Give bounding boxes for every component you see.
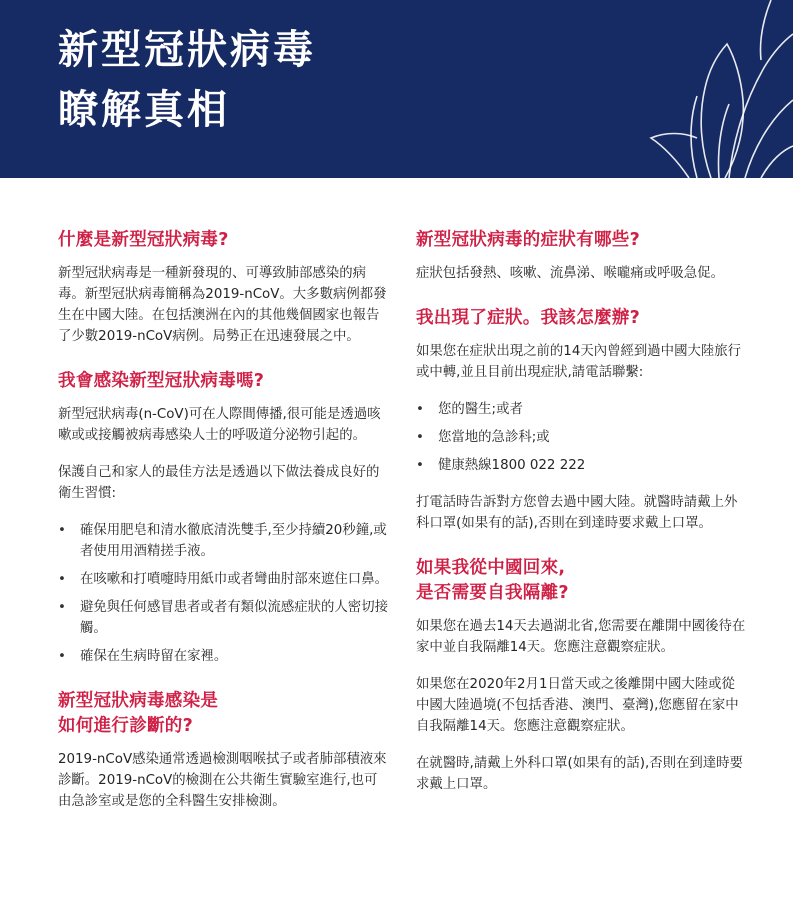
paragraph-hubei: 如果您在過去14天去過湖北省,您需要在離開中國後待在家中並自我隔離14天。您應注意觀察症狀。 xyxy=(416,619,746,655)
header-banner xyxy=(0,0,793,178)
section-heading-diagnosis-line1: 新型冠狀病毒感染是 xyxy=(58,691,219,711)
list-item: • 確保在生病時留在家裡。 xyxy=(58,646,388,667)
list-item: • 確保用肥皂和清水徹底清洗雙手,至少持續20秒鐘,或者使用用酒精搓手液。 xyxy=(58,520,388,562)
section-heading-self-isolation xyxy=(416,556,746,606)
list-item: • 在咳嗽和打噴嚏時用紙巾或者彎曲肘部來遮住口鼻。 xyxy=(58,569,388,590)
paragraph-phone-advice: 打電話時告訴對方您曾去過中國大陸。就醫時請戴上外科口罩(如果有的話),否則在到達時要求戴上口罩。 xyxy=(416,495,738,531)
list-item: • 您當地的急診科;或 xyxy=(416,427,746,448)
page-title: 新型冠狀病毒 xyxy=(58,27,316,73)
list-item: • 您的醫生;或者 xyxy=(416,399,746,420)
paragraph-transmission: 新型冠狀病毒(n-CoV)可在人際間傳播,很可能是透過咳嗽或或接觸被病毒感染人士的呼吸道分泌物引起的。 xyxy=(58,407,381,443)
paragraph-what-is: 新型冠狀病毒是一種新發現的、可導致肺部感染的病毒。新型冠狀病毒簡稱為2019-nCoV。大多數病例都發生在中國大陸。在包括澳洲在內的其他幾個國家也報告了少數2019-nCoV病例。局勢正在迅速發展之中。 xyxy=(58,266,387,344)
right-column xyxy=(416,228,746,811)
section-heading-what-to-do: 我出現了症狀。我該怎麼辦? xyxy=(416,308,641,328)
lotus-outline-icon xyxy=(593,0,793,178)
section-heading-self-isolation-line1: 如果我從中國回來, xyxy=(416,558,566,578)
hygiene-bullet-list xyxy=(58,520,388,667)
paragraph-symptoms: 症狀包括發熱、咳嗽、流鼻涕、喉嚨痛或呼吸急促。 xyxy=(416,266,724,281)
list-item: • 健康熱線1800 022 222 xyxy=(416,455,746,476)
list-item: • 避免與任何感冒患者或者有類似流感症狀的人密切接觸。 xyxy=(58,597,388,639)
section-heading-symptoms: 新型冠狀病毒的症狀有哪些? xyxy=(416,230,641,250)
left-column xyxy=(58,228,388,828)
contact-bullet-list xyxy=(416,399,746,476)
paragraph-mask-advice: 在就醫時,請戴上外科口罩(如果有的話),否則在到達時要求戴上口罩。 xyxy=(416,756,743,792)
section-heading-what-is: 什麼是新型冠狀病毒? xyxy=(58,230,229,250)
section-heading-infection-risk: 我會感染新型冠狀病毒嗎? xyxy=(58,371,265,391)
section-heading-diagnosis xyxy=(58,689,388,739)
paragraph-hygiene-intro: 保護自己和家人的最佳方法是透過以下做法養成良好的衛生習慣: xyxy=(58,465,380,501)
paragraph-diagnosis: 2019-nCoV感染通常透過檢測咽喉拭子或者肺部積液來診斷。2019-nCoV的檢測在公共衛生實驗室進行,也可由急診室或是您的全科醫生安排檢測。 xyxy=(58,752,387,809)
page-subtitle: 瞭解真相 xyxy=(58,87,230,133)
section-heading-diagnosis-line2: 如何進行診斷的? xyxy=(58,716,194,736)
section-heading-self-isolation-line2: 是否需要自我隔離? xyxy=(416,583,569,603)
paragraph-mainland-departure: 如果您在2020年2月1日當天或之後離開中國大陸或從中國大陸過境(不包括香港、澳門、臺灣),您應留在家中自我隔離14天。您應注意觀察症狀。 xyxy=(416,677,739,734)
paragraph-contact: 如果您在症狀出現之前的14天內曾經到過中國大陸旅行或中轉,並且目前出現症狀,請電話聯繫: xyxy=(416,344,742,380)
